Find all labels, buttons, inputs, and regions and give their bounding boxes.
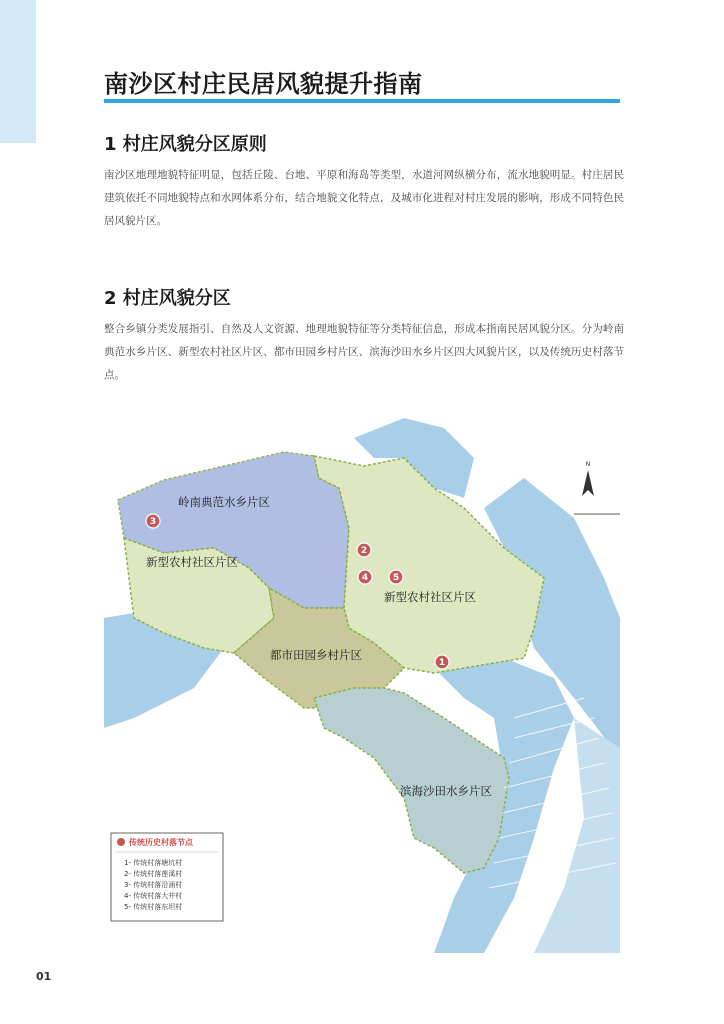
page-number: 01: [36, 970, 52, 983]
side-tab: [0, 0, 36, 143]
marker-2: [357, 543, 371, 557]
svg-text:5: 5: [392, 573, 400, 583]
zone-binhai-area: [314, 688, 509, 873]
zone-label-xinxing-east: 新型农村社区片区: [384, 590, 476, 604]
legend-item: 1- 传统村落塘坑村: [124, 859, 183, 867]
legend-item: 3- 传统村落沿涌村: [124, 881, 183, 889]
legend-title: 传统历史村落节点: [129, 838, 193, 847]
svg-text:4: 4: [361, 573, 369, 583]
compass-icon: [574, 461, 620, 514]
zone-label-dushi: 都市田园乡村片区: [270, 648, 362, 662]
svg-text:1: 1: [438, 658, 446, 668]
legend: [111, 833, 223, 921]
svg-text:N: N: [585, 461, 591, 468]
legend-marker-icon: [117, 838, 125, 846]
title-rule: [104, 99, 620, 103]
svg-text:2: 2: [360, 546, 368, 556]
section-2-body: 整合乡镇分类发展指引、自然及人文资源、地理地貌特征等分类特征信息，形成本指南民居风貌分区。分为岭南典范水乡片区、新型农村社区片区、都市田园乡村片区、滨海沙田水乡片区四大风貌片区，以及传统历史村落节点。: [104, 323, 624, 381]
zone-label-binhai: 滨海沙田水乡片区: [400, 784, 492, 798]
legend-item: 2- 传统村落莲溪村: [124, 870, 183, 878]
marker-5: [389, 570, 403, 584]
legend-item: 4- 传统村落大井村: [124, 892, 183, 900]
page-title: 南沙区村庄民居风貌提升指南: [104, 70, 423, 98]
marker-4: [358, 570, 372, 584]
svg-text:3: 3: [149, 517, 157, 527]
section-1-body: 南沙区地理地貌特征明显，包括丘陵、台地、平原和海岛等类型，水道河网纵横分布，流水地貌明显。村庄居民建筑依托不同地貌特点和水网体系分布，结合地貌文化特点，及城市化进程对村庄发展的影响，形成不同特色民居风貌片区。: [104, 169, 624, 227]
section-1-heading: 1 村庄风貌分区原则: [104, 134, 267, 155]
zone-label-lingnan: 岭南典范水乡片区: [178, 495, 270, 509]
section-2-heading: 2 村庄风貌分区: [104, 288, 231, 309]
zone-label-xinxing-west: 新型农村社区片区: [146, 555, 238, 569]
legend-item: 5- 传统村落东坦村: [124, 903, 183, 911]
zoning-map: [104, 418, 620, 953]
marker-3: [146, 514, 160, 528]
marker-1: [435, 655, 449, 669]
